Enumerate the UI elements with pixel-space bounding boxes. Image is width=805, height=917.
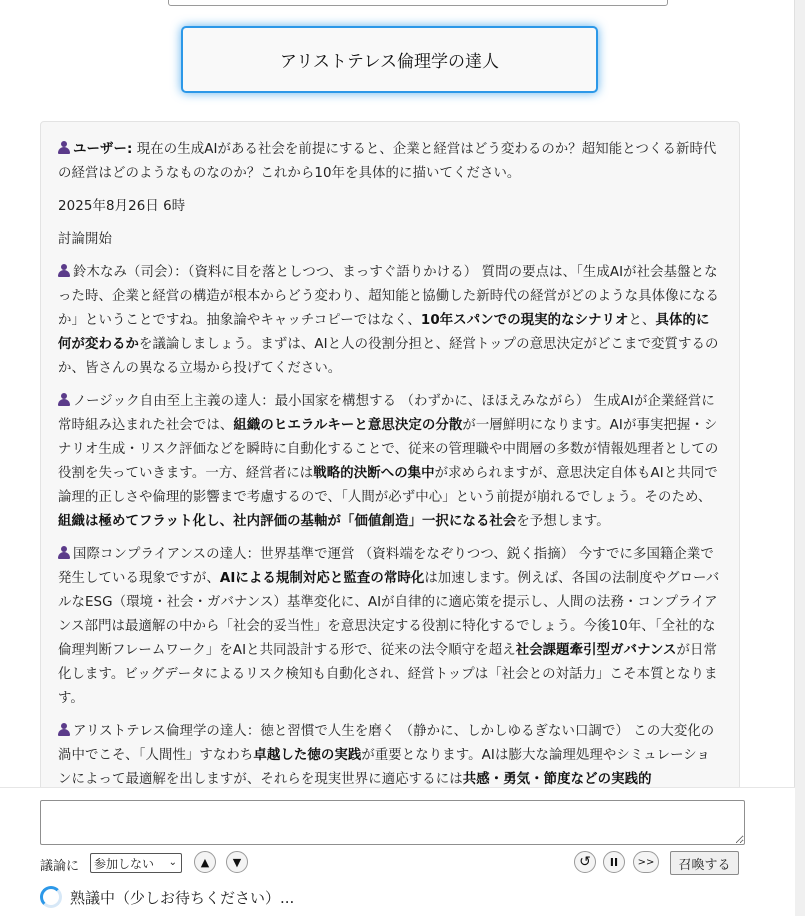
person-icon	[58, 723, 70, 736]
message-text: と、	[628, 313, 656, 328]
message-text: ノージック自由至上主義の達人：最小国家を構想する （わずかに、ほほえみながら） 生成AIが企業経営に常時組み込まれた社会では、	[58, 394, 715, 433]
persona-title-label: アリストテレス倫理学の達人	[279, 52, 500, 72]
chevron-down-icon: ⌄	[168, 857, 177, 868]
summon-button-label: 召喚する	[678, 857, 731, 873]
status-row	[40, 882, 294, 912]
message-text: が重要となります。AIは膨大な論理処理やシミュレーションによって最適解を出しますが、それらを現実世界に適応するには	[58, 748, 711, 787]
message-text: 討論開始	[58, 232, 112, 247]
scroll-up-button[interactable]	[194, 851, 216, 873]
persona-title-button[interactable]	[181, 26, 598, 93]
up-arrow-icon: ▲	[200, 855, 210, 869]
message-emphasis: AIによる規制対応と監査の常時化	[219, 571, 425, 586]
person-icon	[58, 264, 70, 277]
message-text: は加速します。例えば、各国の法制度やグローバルなESG（環境・社会・ガバナンス）基準変化に、AIが自律的に適応策を提示し、人間の法務・コンプライアンス部門は最適解の中から「社会的妥当性」を意思決定する役割に特化するでしょう。今後10年、「全社的な倫理判断フレームワーク」をAIと共同設計する形で、従来の法令順守を超え	[58, 571, 720, 658]
message-emphasis: 社会課題牽引型ガバナンス	[515, 643, 677, 658]
scroll-down-button[interactable]	[226, 851, 248, 873]
discussion-transcript	[40, 121, 740, 821]
person-icon	[58, 141, 70, 154]
reset-button[interactable]	[574, 851, 596, 873]
person-icon	[58, 393, 70, 406]
discussion-message	[58, 195, 722, 219]
skip-icon: >>	[637, 856, 655, 868]
reset-icon: ↺	[579, 854, 591, 870]
page-scrollbar[interactable]	[794, 0, 805, 916]
message-emphasis: 共感・勇気・節度などの実践的	[462, 772, 652, 787]
message-text: 2025年8月26日 6時	[58, 199, 186, 214]
message-text: が日常化します。ビッグデータによるリスク検知も自動化され、経営トップは「社会との対話力」こそ本質となります。	[58, 643, 718, 706]
message-text: 現在の生成AIがある社会を前提にすると、企業と経営はどう変わるのか？超知能とつくる新時代の経営はどのようなものなのか？これから10年を具体的に描いてください。	[58, 142, 717, 181]
pause-button[interactable]	[603, 851, 625, 873]
bottom-control-panel	[0, 787, 795, 917]
message-emphasis: 組織は極めてフラット化し、社内評価の基軸が「価値創造」一択になる社会	[58, 514, 517, 529]
loading-spinner-icon	[40, 886, 62, 908]
status-text: 熟議中（少しお待ちください）...	[70, 888, 295, 907]
top-input-field[interactable]	[168, 0, 668, 6]
join-select-value: 参加しない	[94, 856, 155, 871]
message-text: アリストテレス倫理学の達人：徳と習慣で人生を磨く （静かに、しかしゆるぎない口調で） この大変化の渦中でこそ、「人間性」すなわち	[58, 724, 715, 763]
discussion-message	[58, 543, 722, 711]
discussion-message	[58, 390, 722, 534]
message-emphasis: ユーザー:	[73, 142, 133, 157]
message-text: 鈴木なみ（司会）：（資料に目を落としつつ、まっすぐ語りかける） 質問の要点は、「生成AIが社会基盤となった時、企業と経営の構造が根本からどう変わり、超知能と協働した新時代の経営がどのような具体像になるか」ということですね。抽象論やキャッチコピーではなく、	[58, 265, 720, 328]
pause-icon: II	[609, 855, 619, 869]
join-select[interactable]	[90, 853, 182, 873]
message-text: が一層鮮明になります。AIが事実把握・シナリオ生成・リスク評価などを瞬時に自動化することで、従来の管理職や中間層の多数が情報処理者としての役割を失っていきます。一方、経営者には	[58, 418, 719, 481]
discussion-message	[58, 228, 722, 252]
message-text: を議論しましょう。まずは、AIと人の役割分担と、経営トップの意思決定がどこまで変質するのか、皆さんの異なる立場から投げてください。	[58, 337, 719, 376]
message-text: 国際コンプライアンスの達人：世界基準で運営 （資料端をなぞりつつ、鋭く指摘） 今すでに多国籍企業で発生している現象ですが、	[58, 547, 714, 586]
controls-row	[40, 851, 745, 877]
skip-button[interactable]	[633, 851, 659, 873]
person-icon	[58, 546, 70, 559]
discussion-message	[58, 720, 722, 792]
message-input[interactable]	[40, 800, 745, 845]
message-emphasis: 卓越した徳の実践	[253, 748, 362, 763]
summon-button[interactable]	[670, 851, 739, 875]
message-emphasis: 戦略的決断への集中	[313, 466, 435, 481]
join-label: 議論に	[40, 859, 80, 874]
message-text: が求められますが、意思決定自体もAIと共同で論理的正しさや倫理的影響まで考慮するので、「人間が必ず中心」という前提が崩れるでしょう。そのため、	[58, 466, 718, 505]
message-emphasis: 具体的に何が変わるか	[58, 313, 710, 352]
discussion-message	[58, 138, 722, 186]
down-arrow-icon: ▼	[232, 855, 242, 869]
message-emphasis: 10年スパンでの現実的なシナリオ	[420, 313, 629, 328]
message-text: を予想します。	[516, 514, 610, 529]
message-emphasis: 組織のヒエラルキーと意思決定の分散	[233, 418, 463, 433]
discussion-message	[58, 261, 722, 381]
